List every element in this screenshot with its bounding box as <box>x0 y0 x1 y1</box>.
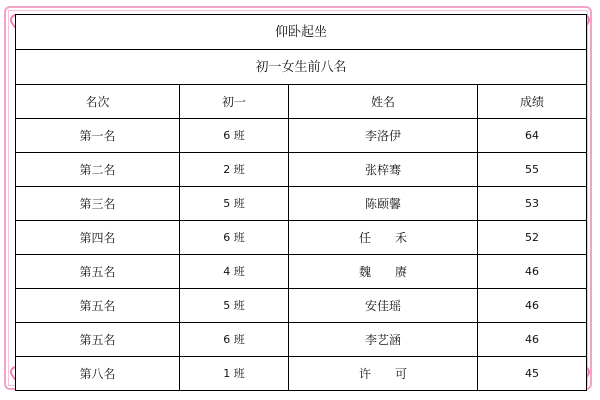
table-row <box>16 289 587 323</box>
table-title: 仰卧起坐 <box>16 15 587 50</box>
header-row <box>16 85 587 119</box>
rank-cell: 第一名 <box>16 119 180 153</box>
rank-cell: 第二名 <box>16 153 180 187</box>
class-cell: 2 班 <box>180 153 289 187</box>
table-row <box>16 221 587 255</box>
score-cell: 46 <box>478 289 587 323</box>
name-cell: 张梓骞 <box>289 153 478 187</box>
table-row <box>16 153 587 187</box>
class-cell: 6 班 <box>180 323 289 357</box>
column-header-name: 姓名 <box>289 85 478 119</box>
score-cell: 46 <box>478 323 587 357</box>
class-cell: 1 班 <box>180 357 289 391</box>
column-header-class: 初一 <box>180 85 289 119</box>
name-cell: 陈颐馨 <box>289 187 478 221</box>
name-cell: 任 禾 <box>289 221 478 255</box>
table-subtitle: 初一女生前八名 <box>16 50 587 85</box>
ranking-table <box>15 14 587 391</box>
title-row <box>16 15 587 50</box>
table-row <box>16 255 587 289</box>
table-row <box>16 187 587 221</box>
rank-cell: 第五名 <box>16 289 180 323</box>
class-cell: 6 班 <box>180 221 289 255</box>
rank-cell: 第八名 <box>16 357 180 391</box>
name-cell: 安佳瑶 <box>289 289 478 323</box>
table-row <box>16 119 587 153</box>
column-header-rank: 名次 <box>16 85 180 119</box>
rank-cell: 第三名 <box>16 187 180 221</box>
class-cell: 6 班 <box>180 119 289 153</box>
name-cell: 魏 赓 <box>289 255 478 289</box>
table-row <box>16 323 587 357</box>
rank-cell: 第四名 <box>16 221 180 255</box>
score-cell: 64 <box>478 119 587 153</box>
class-cell: 5 班 <box>180 289 289 323</box>
rank-cell: 第五名 <box>16 255 180 289</box>
subtitle-row <box>16 50 587 85</box>
score-cell: 55 <box>478 153 587 187</box>
name-cell: 许 可 <box>289 357 478 391</box>
class-cell: 4 班 <box>180 255 289 289</box>
score-cell: 52 <box>478 221 587 255</box>
table-row <box>16 357 587 391</box>
class-cell: 5 班 <box>180 187 289 221</box>
rank-cell: 第五名 <box>16 323 180 357</box>
name-cell: 李艺涵 <box>289 323 478 357</box>
name-cell: 李洛伊 <box>289 119 478 153</box>
column-header-score: 成绩 <box>478 85 587 119</box>
score-cell: 53 <box>478 187 587 221</box>
score-cell: 46 <box>478 255 587 289</box>
score-cell: 45 <box>478 357 587 391</box>
